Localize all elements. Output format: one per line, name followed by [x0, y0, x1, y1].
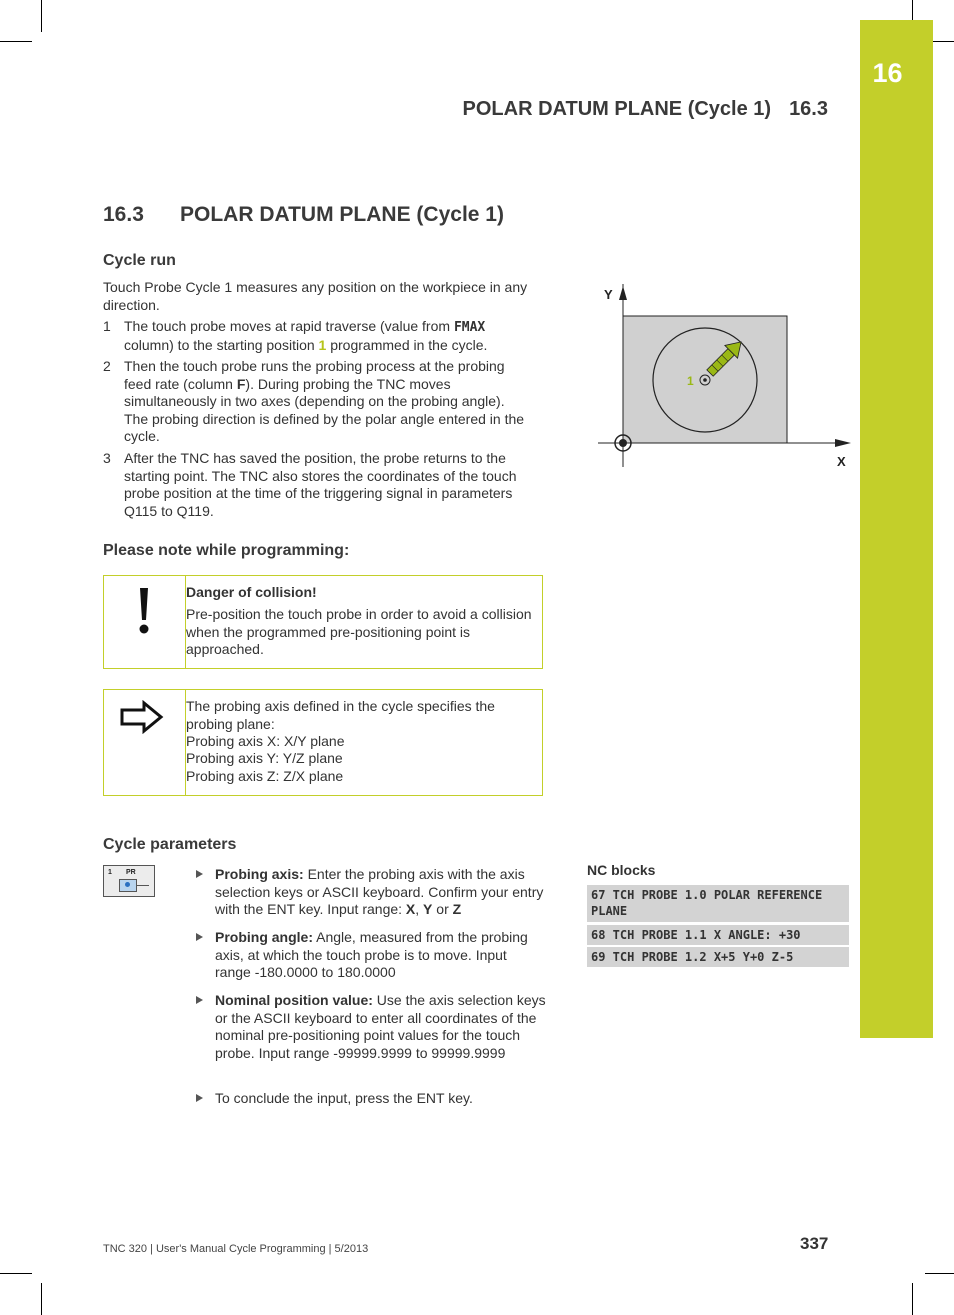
param-nominal-position — [196, 992, 546, 1062]
param-name: Probing axis: — [215, 866, 304, 882]
step-text: column) to the starting position — [124, 336, 319, 353]
crop-mark — [912, 0, 913, 20]
y-axis-arrow — [619, 286, 627, 300]
section-number: 16.3 — [103, 203, 144, 226]
bullet-triangle-icon — [196, 933, 203, 941]
step-text: ). During probing the TNC moves simultaneously in two axes (depending on the probing angle). The probing direction is defined by the polar angle entered in the cycle. — [124, 375, 525, 444]
step-text: Then the touch probe runs the probing process at the probing feed rate (column — [124, 358, 505, 392]
crop-mark — [41, 1283, 42, 1315]
warning-title: Danger of collision! — [186, 584, 317, 600]
param-desc: Enter the probing axis with the axis selection keys or ASCII keyboard. Confirm your entry with the ENT key. Input range: — [215, 866, 544, 917]
param-name: Nominal position value: — [215, 992, 373, 1008]
page-number: 337 — [800, 1234, 829, 1253]
list-number: 2 — [103, 358, 111, 374]
running-header — [463, 98, 828, 121]
nc-block-row: 68 TCH PROBE 1.1 X ANGLE: +30 — [587, 925, 849, 945]
param-probing-axis — [196, 866, 546, 919]
crop-mark — [925, 1273, 954, 1274]
param-conclude — [196, 1090, 546, 1108]
param-value: Z — [452, 901, 462, 917]
info-line: Probing axis X: X/Y plane — [186, 733, 345, 749]
list-number: 3 — [103, 450, 111, 466]
info-line: Probing axis Y: Y/Z plane — [186, 750, 343, 766]
x-axis-label: X — [837, 454, 846, 469]
step-text: The touch probe moves at rapid traverse (value from — [124, 318, 454, 334]
cycle-parameters-heading: Cycle parameters — [103, 836, 237, 853]
param-desc: Use the axis selection keys or the ASCII keyboard to enter all coordinates of the nominal pre-positioning point values for the touch probe. Input range -99999.9999 to 99999.9999 — [215, 992, 546, 1061]
softkey-point — [125, 882, 130, 887]
softkey-icon — [103, 865, 155, 897]
chapter-tab — [860, 20, 933, 1038]
running-header-title: POLAR DATUM PLANE (Cycle 1) — [462, 98, 772, 120]
info-line: Probing axis Z: Z/X plane — [186, 768, 344, 784]
crop-mark — [0, 1273, 32, 1274]
x-axis-arrow — [835, 439, 851, 447]
bullet-triangle-icon — [196, 1094, 203, 1102]
running-header-section: 16.3 — [789, 98, 828, 120]
section-title: POLAR DATUM PLANE (Cycle 1) — [180, 203, 504, 226]
bullet-triangle-icon — [196, 996, 203, 1004]
softkey-label: PR — [126, 869, 136, 876]
y-axis-label: Y — [604, 287, 613, 302]
crop-mark — [912, 1283, 913, 1315]
param-probing-angle — [196, 929, 546, 982]
nc-block-row: 67 TCH PROBE 1.0 POLAR REFERENCE PLANE — [587, 885, 849, 922]
cycle-run-heading: Cycle run — [103, 252, 176, 269]
param-desc: Angle, measured from the probing axis, at which the touch probe is to move. Input range -180.0000 to 180.0000 — [215, 929, 528, 980]
chapter-number: 16 — [872, 58, 903, 88]
cycle-run-intro: Touch Probe Cycle 1 measures any position on the workpiece in any direction. — [103, 279, 528, 313]
warning-exclamation-icon — [134, 586, 154, 634]
step-text: programmed in the cycle. — [326, 336, 488, 353]
param-value: X — [405, 901, 416, 917]
softkey-num: 1 — [108, 869, 112, 876]
start-point-dot — [703, 378, 707, 382]
footer-text: TNC 320 | User's Manual Cycle Programming | 5/2013 — [103, 1243, 369, 1255]
softkey-line — [137, 885, 149, 886]
note-heading: Please note while programming: — [103, 542, 350, 559]
section-heading — [103, 203, 504, 227]
crop-mark — [0, 41, 32, 42]
point-label: 1 — [687, 374, 694, 388]
param-desc: To conclude the input, press the ENT key. — [215, 1090, 473, 1106]
warning-body: Pre-position the touch probe in order to avoid a collision when the programmed pre-positioning point is approached. — [186, 606, 532, 657]
param-desc: or — [432, 901, 453, 917]
origin-dot — [619, 439, 627, 447]
step-text: After the TNC has saved the position, the probe returns to the starting point. The TNC also stores the coordinates of the touch probe position at the time of the triggering signal in parameters Q115 to Q119. — [124, 450, 517, 519]
param-value: Y — [423, 901, 433, 917]
bullet-triangle-icon — [196, 870, 203, 878]
param-desc: , — [415, 901, 424, 917]
nc-block-row: 69 TCH PROBE 1.2 X+5 Y+0 Z-5 — [587, 947, 849, 967]
arrow-right-icon — [120, 700, 164, 734]
step-point-ref: 1 — [318, 336, 327, 353]
nc-blocks-heading: NC blocks — [587, 862, 656, 878]
probing-diagram — [590, 280, 855, 475]
crop-mark — [41, 0, 42, 32]
info-line: The probing axis defined in the cycle specifies the probing plane: — [186, 698, 495, 732]
list-number: 1 — [103, 318, 111, 334]
param-name: Probing angle: — [215, 929, 313, 945]
step-keyword: FMAX — [453, 320, 486, 335]
step-keyword: F — [236, 375, 246, 392]
